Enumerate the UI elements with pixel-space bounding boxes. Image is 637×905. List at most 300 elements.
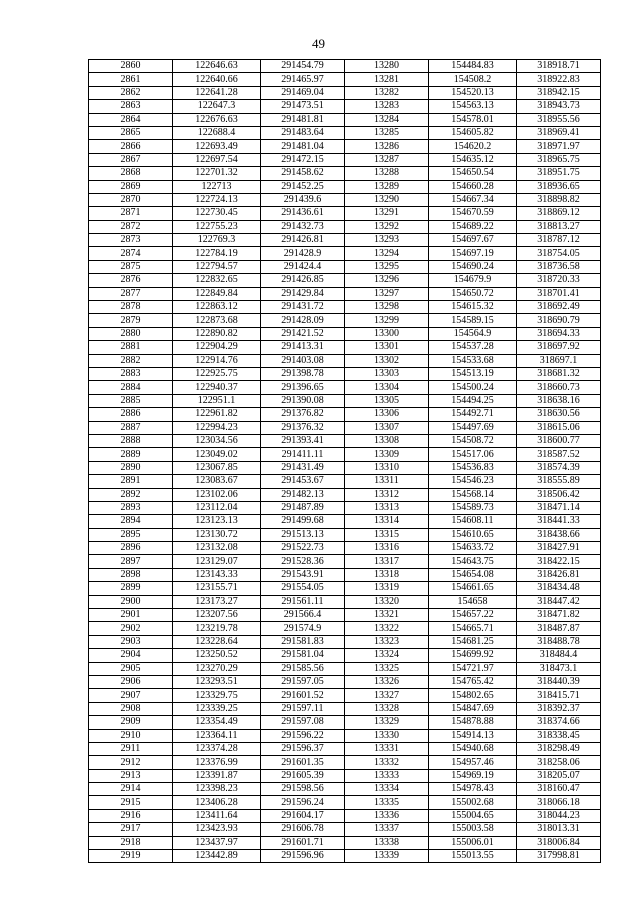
point-id-cell: 13322 — [345, 622, 429, 635]
point-id-cell: 2885 — [89, 394, 173, 407]
point-id-cell: 13303 — [345, 367, 429, 380]
y-coordinate-cell: 291601.35 — [261, 756, 345, 769]
y-coordinate-cell: 291398.78 — [261, 367, 345, 380]
point-id-cell: 2872 — [89, 220, 173, 233]
x-coordinate-cell: 154657.22 — [429, 609, 517, 622]
x-coordinate-cell: 154721.97 — [429, 662, 517, 675]
y-coordinate-cell: 318701.41 — [517, 287, 601, 300]
x-coordinate-cell: 154878.88 — [429, 716, 517, 729]
point-id-cell: 2866 — [89, 140, 173, 153]
y-coordinate-cell: 291473.51 — [261, 100, 345, 113]
y-coordinate-cell: 291499.68 — [261, 515, 345, 528]
point-id-cell: 13291 — [345, 207, 429, 220]
x-coordinate-cell: 123067.85 — [173, 461, 261, 474]
y-coordinate-cell: 291426.81 — [261, 234, 345, 247]
x-coordinate-cell: 123293.51 — [173, 675, 261, 688]
x-coordinate-cell: 123049.02 — [173, 448, 261, 461]
y-coordinate-cell: 318813.27 — [517, 220, 601, 233]
point-id-cell: 2910 — [89, 729, 173, 742]
x-coordinate-cell: 123354.49 — [173, 716, 261, 729]
point-id-cell: 13321 — [345, 609, 429, 622]
point-id-cell: 2875 — [89, 260, 173, 273]
table-row — [89, 381, 601, 394]
point-id-cell: 13304 — [345, 381, 429, 394]
x-coordinate-cell: 123374.28 — [173, 742, 261, 755]
point-id-cell: 2865 — [89, 126, 173, 139]
x-coordinate-cell: 123442.89 — [173, 850, 261, 863]
x-coordinate-cell: 154513.19 — [429, 367, 517, 380]
point-id-cell: 2906 — [89, 675, 173, 688]
table-row — [89, 327, 601, 340]
point-id-cell: 13282 — [345, 86, 429, 99]
x-coordinate-cell: 123102.06 — [173, 488, 261, 501]
x-coordinate-cell: 154564.9 — [429, 327, 517, 340]
y-coordinate-cell: 318692.49 — [517, 301, 601, 314]
y-coordinate-cell: 318697.1 — [517, 354, 601, 367]
x-coordinate-cell: 155013.55 — [429, 850, 517, 863]
point-id-cell: 2912 — [89, 756, 173, 769]
y-coordinate-cell: 318438.66 — [517, 528, 601, 541]
y-coordinate-cell: 291413.31 — [261, 341, 345, 354]
x-coordinate-cell: 123423.93 — [173, 823, 261, 836]
point-id-cell: 13320 — [345, 595, 429, 608]
table-row — [89, 582, 601, 595]
point-id-cell: 2888 — [89, 434, 173, 447]
point-id-cell: 13326 — [345, 675, 429, 688]
x-coordinate-cell: 122730.45 — [173, 207, 261, 220]
x-coordinate-cell: 154546.23 — [429, 475, 517, 488]
x-coordinate-cell: 123143.33 — [173, 568, 261, 581]
table-row — [89, 461, 601, 474]
x-coordinate-cell: 154847.69 — [429, 702, 517, 715]
y-coordinate-cell: 318473.1 — [517, 662, 601, 675]
y-coordinate-cell: 318422.15 — [517, 555, 601, 568]
table-row — [89, 274, 601, 287]
x-coordinate-cell: 122693.49 — [173, 140, 261, 153]
table-row — [89, 314, 601, 327]
x-coordinate-cell: 154517.06 — [429, 448, 517, 461]
y-coordinate-cell: 318600.77 — [517, 434, 601, 447]
x-coordinate-cell: 123228.64 — [173, 635, 261, 648]
x-coordinate-cell: 122755.23 — [173, 220, 261, 233]
x-coordinate-cell: 154615.32 — [429, 301, 517, 314]
point-id-cell: 2869 — [89, 180, 173, 193]
point-id-cell: 13331 — [345, 742, 429, 755]
table-row — [89, 341, 601, 354]
x-coordinate-cell: 123364.11 — [173, 729, 261, 742]
x-coordinate-cell: 154536.83 — [429, 461, 517, 474]
point-id-cell: 13295 — [345, 260, 429, 273]
table-row — [89, 367, 601, 380]
y-coordinate-cell: 291393.41 — [261, 434, 345, 447]
table-row — [89, 515, 601, 528]
y-coordinate-cell: 318943.73 — [517, 100, 601, 113]
y-coordinate-cell: 291482.13 — [261, 488, 345, 501]
y-coordinate-cell: 318694.33 — [517, 327, 601, 340]
x-coordinate-cell: 154633.72 — [429, 542, 517, 555]
x-coordinate-cell: 154500.24 — [429, 381, 517, 394]
x-coordinate-cell: 154665.71 — [429, 622, 517, 635]
y-coordinate-cell: 291411.11 — [261, 448, 345, 461]
table-row — [89, 702, 601, 715]
y-coordinate-cell: 318615.06 — [517, 421, 601, 434]
table-row — [89, 649, 601, 662]
point-id-cell: 13296 — [345, 274, 429, 287]
x-coordinate-cell: 122890.82 — [173, 327, 261, 340]
y-coordinate-cell: 291606.78 — [261, 823, 345, 836]
y-coordinate-cell: 318690.79 — [517, 314, 601, 327]
table-row — [89, 260, 601, 273]
point-id-cell: 13318 — [345, 568, 429, 581]
point-id-cell: 13312 — [345, 488, 429, 501]
table-row — [89, 796, 601, 809]
point-id-cell: 2867 — [89, 153, 173, 166]
point-id-cell: 2884 — [89, 381, 173, 394]
x-coordinate-cell: 123132.08 — [173, 542, 261, 555]
point-id-cell: 2917 — [89, 823, 173, 836]
point-id-cell: 13287 — [345, 153, 429, 166]
table-row — [89, 153, 601, 166]
y-coordinate-cell: 291481.81 — [261, 113, 345, 126]
x-coordinate-cell: 122688.4 — [173, 126, 261, 139]
x-coordinate-cell: 154661.65 — [429, 582, 517, 595]
point-id-cell: 2894 — [89, 515, 173, 528]
point-id-cell: 13301 — [345, 341, 429, 354]
x-coordinate-cell: 154765.42 — [429, 675, 517, 688]
y-coordinate-cell: 318013.31 — [517, 823, 601, 836]
x-coordinate-cell: 122641.28 — [173, 86, 261, 99]
table-row — [89, 207, 601, 220]
x-coordinate-cell: 122873.68 — [173, 314, 261, 327]
y-coordinate-cell: 291458.62 — [261, 167, 345, 180]
x-coordinate-cell: 154643.75 — [429, 555, 517, 568]
y-coordinate-cell: 318869.12 — [517, 207, 601, 220]
point-id-cell: 2895 — [89, 528, 173, 541]
point-id-cell: 13310 — [345, 461, 429, 474]
x-coordinate-cell: 122994.23 — [173, 421, 261, 434]
x-coordinate-cell: 154494.25 — [429, 394, 517, 407]
point-id-cell: 13281 — [345, 73, 429, 86]
table-row — [89, 301, 601, 314]
x-coordinate-cell: 122832.65 — [173, 274, 261, 287]
y-coordinate-cell: 318392.37 — [517, 702, 601, 715]
y-coordinate-cell: 318044.23 — [517, 809, 601, 822]
point-id-cell: 2896 — [89, 542, 173, 555]
table-row — [89, 394, 601, 407]
point-id-cell: 13334 — [345, 783, 429, 796]
point-id-cell: 2871 — [89, 207, 173, 220]
table-row — [89, 823, 601, 836]
point-id-cell: 2870 — [89, 193, 173, 206]
y-coordinate-cell: 291598.56 — [261, 783, 345, 796]
x-coordinate-cell: 154654.08 — [429, 568, 517, 581]
x-coordinate-cell: 122647.3 — [173, 100, 261, 113]
point-id-cell: 13302 — [345, 354, 429, 367]
x-coordinate-cell: 122724.13 — [173, 193, 261, 206]
point-id-cell: 2902 — [89, 622, 173, 635]
point-id-cell: 2900 — [89, 595, 173, 608]
y-coordinate-cell: 318898.82 — [517, 193, 601, 206]
x-coordinate-cell: 122646.63 — [173, 60, 261, 73]
table-row — [89, 126, 601, 139]
x-coordinate-cell: 154492.71 — [429, 408, 517, 421]
y-coordinate-cell: 318630.56 — [517, 408, 601, 421]
point-id-cell: 13297 — [345, 287, 429, 300]
y-coordinate-cell: 318415.71 — [517, 689, 601, 702]
point-id-cell: 2883 — [89, 367, 173, 380]
point-id-cell: 2915 — [89, 796, 173, 809]
table-row — [89, 542, 601, 555]
point-id-cell: 13288 — [345, 167, 429, 180]
y-coordinate-cell: 318697.92 — [517, 341, 601, 354]
table-row — [89, 220, 601, 233]
x-coordinate-cell: 123376.99 — [173, 756, 261, 769]
y-coordinate-cell: 318471.82 — [517, 609, 601, 622]
x-coordinate-cell: 122904.29 — [173, 341, 261, 354]
y-coordinate-cell: 291454.79 — [261, 60, 345, 73]
x-coordinate-cell: 122863.12 — [173, 301, 261, 314]
y-coordinate-cell: 318205.07 — [517, 769, 601, 782]
y-coordinate-cell: 318942.15 — [517, 86, 601, 99]
point-id-cell: 13293 — [345, 234, 429, 247]
table-row — [89, 756, 601, 769]
table-row — [89, 421, 601, 434]
y-coordinate-cell: 291596.37 — [261, 742, 345, 755]
y-coordinate-cell: 318787.12 — [517, 234, 601, 247]
point-id-cell: 2874 — [89, 247, 173, 260]
table-row — [89, 193, 601, 206]
point-id-cell: 13299 — [345, 314, 429, 327]
point-id-cell: 13333 — [345, 769, 429, 782]
x-coordinate-cell: 154578.01 — [429, 113, 517, 126]
x-coordinate-cell: 154537.28 — [429, 341, 517, 354]
table-row — [89, 635, 601, 648]
x-coordinate-cell: 154689.22 — [429, 220, 517, 233]
x-coordinate-cell: 154969.19 — [429, 769, 517, 782]
point-id-cell: 2914 — [89, 783, 173, 796]
point-id-cell: 2904 — [89, 649, 173, 662]
y-coordinate-cell: 291421.52 — [261, 327, 345, 340]
y-coordinate-cell: 318506.42 — [517, 488, 601, 501]
table-row — [89, 86, 601, 99]
point-id-cell: 13325 — [345, 662, 429, 675]
x-coordinate-cell: 123173.27 — [173, 595, 261, 608]
y-coordinate-cell: 318484.4 — [517, 649, 601, 662]
y-coordinate-cell: 318298.49 — [517, 742, 601, 755]
table-row — [89, 528, 601, 541]
point-id-cell: 13338 — [345, 836, 429, 849]
point-id-cell: 2882 — [89, 354, 173, 367]
point-id-cell: 2877 — [89, 287, 173, 300]
point-id-cell: 2889 — [89, 448, 173, 461]
point-id-cell: 13323 — [345, 635, 429, 648]
x-coordinate-cell: 154660.28 — [429, 180, 517, 193]
point-id-cell: 2881 — [89, 341, 173, 354]
point-id-cell: 13313 — [345, 501, 429, 514]
x-coordinate-cell: 154690.24 — [429, 260, 517, 273]
y-coordinate-cell: 291581.04 — [261, 649, 345, 662]
point-id-cell: 2860 — [89, 60, 173, 73]
point-id-cell: 2916 — [89, 809, 173, 822]
x-coordinate-cell: 154508.2 — [429, 73, 517, 86]
x-coordinate-cell: 123130.72 — [173, 528, 261, 541]
x-coordinate-cell: 154520.13 — [429, 86, 517, 99]
point-id-cell: 2897 — [89, 555, 173, 568]
table-row — [89, 60, 601, 73]
page-number: 49 — [312, 36, 325, 51]
x-coordinate-cell: 123398.23 — [173, 783, 261, 796]
x-coordinate-cell: 123207.56 — [173, 609, 261, 622]
x-coordinate-cell: 123129.07 — [173, 555, 261, 568]
x-coordinate-cell: 154589.15 — [429, 314, 517, 327]
y-coordinate-cell: 318441.33 — [517, 515, 601, 528]
x-coordinate-cell: 123339.25 — [173, 702, 261, 715]
point-id-cell: 2891 — [89, 475, 173, 488]
point-id-cell: 2878 — [89, 301, 173, 314]
y-coordinate-cell: 318936.65 — [517, 180, 601, 193]
point-id-cell: 13335 — [345, 796, 429, 809]
y-coordinate-cell: 318587.52 — [517, 448, 601, 461]
y-coordinate-cell: 291432.73 — [261, 220, 345, 233]
x-coordinate-cell: 122951.1 — [173, 394, 261, 407]
y-coordinate-cell: 291452.25 — [261, 180, 345, 193]
y-coordinate-cell: 318374.66 — [517, 716, 601, 729]
y-coordinate-cell: 317998.81 — [517, 850, 601, 863]
y-coordinate-cell: 291483.64 — [261, 126, 345, 139]
y-coordinate-cell: 291465.97 — [261, 73, 345, 86]
table-row — [89, 408, 601, 421]
y-coordinate-cell: 291428.9 — [261, 247, 345, 260]
table-row — [89, 769, 601, 782]
point-id-cell: 13327 — [345, 689, 429, 702]
y-coordinate-cell: 318955.56 — [517, 113, 601, 126]
y-coordinate-cell: 291596.96 — [261, 850, 345, 863]
point-id-cell: 2899 — [89, 582, 173, 595]
y-coordinate-cell: 318471.14 — [517, 501, 601, 514]
point-id-cell: 2909 — [89, 716, 173, 729]
x-coordinate-cell: 154533.68 — [429, 354, 517, 367]
x-coordinate-cell: 122961.82 — [173, 408, 261, 421]
x-coordinate-cell: 122769.3 — [173, 234, 261, 247]
point-id-cell: 2886 — [89, 408, 173, 421]
x-coordinate-cell: 123250.52 — [173, 649, 261, 662]
x-coordinate-cell: 123391.87 — [173, 769, 261, 782]
y-coordinate-cell: 291601.71 — [261, 836, 345, 849]
y-coordinate-cell: 291428.09 — [261, 314, 345, 327]
point-id-cell: 13332 — [345, 756, 429, 769]
x-coordinate-cell: 122849.84 — [173, 287, 261, 300]
x-coordinate-cell: 154667.34 — [429, 193, 517, 206]
point-id-cell: 2911 — [89, 742, 173, 755]
x-coordinate-cell: 122914.76 — [173, 354, 261, 367]
point-id-cell: 2905 — [89, 662, 173, 675]
x-coordinate-cell: 122713 — [173, 180, 261, 193]
point-id-cell: 2861 — [89, 73, 173, 86]
table-row — [89, 488, 601, 501]
y-coordinate-cell: 318969.41 — [517, 126, 601, 139]
x-coordinate-cell: 154620.2 — [429, 140, 517, 153]
x-coordinate-cell: 154508.72 — [429, 434, 517, 447]
y-coordinate-cell: 291487.89 — [261, 501, 345, 514]
y-coordinate-cell: 291566.4 — [261, 609, 345, 622]
point-id-cell: 13319 — [345, 582, 429, 595]
y-coordinate-cell: 291596.24 — [261, 796, 345, 809]
x-coordinate-cell: 123270.29 — [173, 662, 261, 675]
x-coordinate-cell: 154608.11 — [429, 515, 517, 528]
point-id-cell: 2893 — [89, 501, 173, 514]
y-coordinate-cell: 291597.08 — [261, 716, 345, 729]
x-coordinate-cell: 154697.67 — [429, 234, 517, 247]
y-coordinate-cell: 318426.81 — [517, 568, 601, 581]
y-coordinate-cell: 291604.17 — [261, 809, 345, 822]
table-row — [89, 568, 601, 581]
table-row — [89, 501, 601, 514]
x-coordinate-cell: 154589.73 — [429, 501, 517, 514]
x-coordinate-cell: 122640.66 — [173, 73, 261, 86]
table-row — [89, 140, 601, 153]
point-id-cell: 2863 — [89, 100, 173, 113]
x-coordinate-cell: 154697.19 — [429, 247, 517, 260]
point-id-cell: 2873 — [89, 234, 173, 247]
point-id-cell: 2903 — [89, 635, 173, 648]
point-id-cell: 13337 — [345, 823, 429, 836]
y-coordinate-cell: 318754.05 — [517, 247, 601, 260]
table-row — [89, 689, 601, 702]
y-coordinate-cell: 291431.49 — [261, 461, 345, 474]
y-coordinate-cell: 318918.71 — [517, 60, 601, 73]
y-coordinate-cell: 318638.16 — [517, 394, 601, 407]
x-coordinate-cell: 154635.12 — [429, 153, 517, 166]
x-coordinate-cell: 123112.04 — [173, 501, 261, 514]
table-row — [89, 113, 601, 126]
x-coordinate-cell: 154914.13 — [429, 729, 517, 742]
table-row — [89, 716, 601, 729]
x-coordinate-cell: 122697.54 — [173, 153, 261, 166]
point-id-cell: 13339 — [345, 850, 429, 863]
y-coordinate-cell: 318660.73 — [517, 381, 601, 394]
x-coordinate-cell: 123034.56 — [173, 434, 261, 447]
y-coordinate-cell: 318922.83 — [517, 73, 601, 86]
point-id-cell: 13300 — [345, 327, 429, 340]
x-coordinate-cell: 154681.25 — [429, 635, 517, 648]
y-coordinate-cell: 318434.48 — [517, 582, 601, 595]
y-coordinate-cell: 318720.33 — [517, 274, 601, 287]
point-id-cell: 13298 — [345, 301, 429, 314]
point-id-cell: 13311 — [345, 475, 429, 488]
y-coordinate-cell: 291597.11 — [261, 702, 345, 715]
point-id-cell: 2892 — [89, 488, 173, 501]
x-coordinate-cell: 154957.46 — [429, 756, 517, 769]
table-row — [89, 180, 601, 193]
x-coordinate-cell: 122784.19 — [173, 247, 261, 260]
table-row — [89, 783, 601, 796]
x-coordinate-cell: 155004.65 — [429, 809, 517, 822]
point-id-cell: 13289 — [345, 180, 429, 193]
point-id-cell: 13324 — [345, 649, 429, 662]
point-id-cell: 13292 — [345, 220, 429, 233]
x-coordinate-cell: 123406.28 — [173, 796, 261, 809]
y-coordinate-cell: 291585.56 — [261, 662, 345, 675]
point-id-cell: 2876 — [89, 274, 173, 287]
point-id-cell: 13284 — [345, 113, 429, 126]
y-coordinate-cell: 291581.83 — [261, 635, 345, 648]
x-coordinate-cell: 155002.68 — [429, 796, 517, 809]
point-id-cell: 13280 — [345, 60, 429, 73]
y-coordinate-cell: 291543.91 — [261, 568, 345, 581]
point-id-cell: 13283 — [345, 100, 429, 113]
y-coordinate-cell: 291554.05 — [261, 582, 345, 595]
y-coordinate-cell: 291390.08 — [261, 394, 345, 407]
